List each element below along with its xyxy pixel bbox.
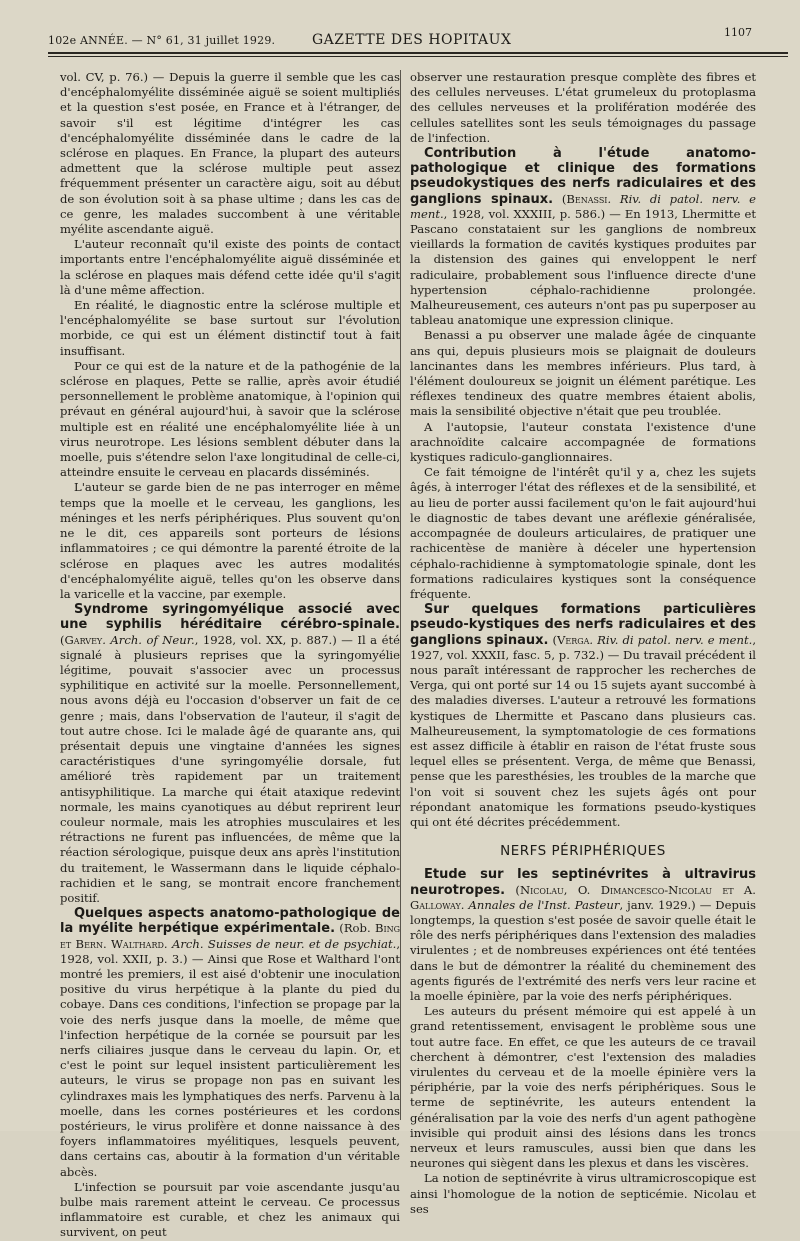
paragraph: Benassi a pu observer une malade âgée de cinquante ans qui, depuis plusieurs mois se plaignait de douleurs lancinantes dans les membres inférieurs. Plus tard, à l'élément douloureux se joignit un élément parétique. Les réflexes tendineux des quatre membres étaient abolis, mais la sensibilité objective n'était que peu troublée.	[410, 328, 756, 419]
article-pseudokystiques-verga	[410, 602, 756, 830]
article-pseudokystiques-benassi	[410, 146, 756, 328]
citation-journal: . Riv. di patol. nerv. e ment.	[410, 191, 756, 221]
citation-ref: , janv. 1929.)	[619, 897, 696, 912]
citation-ref: , 1928, vol. XX, p. 887.)	[194, 632, 337, 647]
paragraph: A l'autopsie, l'auteur constata l'existence d'une arachnoïdite calcaire accompagnée de formations kystiques radiculo-ganglionnaires.	[410, 419, 756, 465]
left-column	[60, 70, 400, 1241]
section-heading: NERFS PÉRIPHÉRIQUES	[500, 843, 666, 860]
citation-author: Benassi	[566, 191, 608, 206]
citation-author: Verga	[557, 632, 590, 647]
citation-journal: . Annales de l'Inst. Pasteur	[460, 897, 620, 912]
paragraph: Les auteurs du présent mémoire qui est appelé à un grand retentissement, envisagent le problème sous une tout autre face. En effet, ce que les auteurs de ce travail cherchent à démontrer, c'est l'extension des maladies virulentes du cerveau et de la moelle épinière vers la périphérie, par la voie des nerfs périphériques. Sous le terme de septinévrite, les auteurs entendent la généralisation par la voie des nerfs d'un agent pathogène invisible qui produit ainsi des lésions dans les troncs nerveux et leurs ramuscules, aussi bien que dans les neurones qui siègent dans les plexus et dans les viscères.	[410, 1004, 756, 1171]
article-body: — Il a été signalé à plusieurs reprises que la syringomyélie légitime, pouvait s'associer avec un processus syphilitique en activité sur la moelle. Personnellement, nous avons déjà eu l'occasion d'observer un fait de ce genre ; mais, dans l'observation de l'auteur, il s'agit de tout autre chose. Ici le malade âgé de quarante ans, qui présentait depuis une vingtaine d'années les signes caractéristiques d'une syringomyélie dorsale, fut amélioré très rapidement par un traitement antisyphilitique. La marche qui était ataxique redevint normale, les mains cyanotiques au début reprirent leur couleur normale, mais les atrophies musculaires et les rétractions ne furent pas influencées, de même que la réaction sérologique, puisque deux ans après l'institution du traitement, le Wassermann dans le liquide céphalo-rachidien et le sang, se montrait encore franchement positif.	[60, 632, 400, 905]
article-body: — Du travail précédent il nous paraît intéressant de rapprocher les recherches de Verga, qui ont porté sur 14 ou 15 sujets ayant succombé à des maladies diverses. L'auteur a retrouvé les formations kystiques de Lhermitte et Pascano dans plusieurs cas. Malheureusement, la symptomatologie de ces formations est assez difficile à établir en raison de l'état fruste sous lequel elles se présentent. Verga, de même que Benassi, pense que les paresthésies, les troubles de la marche que l'on voit si souvent chez les sujets âgés ont pour répondant anatomique les formations pseudo-kystiques qui ont été décrites précédemment.	[410, 647, 756, 829]
page-number: 1107	[724, 26, 752, 39]
paragraph: La notion de septinévrite à virus ultramicroscopique est ainsi l'homologue de la notion de septicémie. Nicolau et ses	[410, 1171, 756, 1216]
paragraph: Pour ce qui est de la nature et de la pathogénie de la sclérose en plaques, Pette se rallie, après avoir étudié personnellement le problème anatomique, à l'opinion qui prévaut en général aujourd'hui, à savoir que la sclérose multiple est en réalité une encéphalomyélite liée à un virus neurotrope. Les lésions semblent débuter dans la moelle, puis s'étendre selon l'axe longitudinal de celle-ci, atteindre ensuite le cerveau en placards disséminés.	[60, 358, 400, 480]
article-title: Quelques aspects anatomo-pathologique de la myélite herpétique expérimentale.	[60, 906, 400, 937]
citation-open: (	[548, 632, 558, 647]
citation-open: (	[60, 632, 65, 647]
article-title: Etude sur les septinévrites à ultravirus neurotropes.	[410, 867, 756, 898]
paragraph: En réalité, le diagnostic entre la sclérose multiple et l'encéphalomyélite se base surtout sur l'évolution morbide, ce qui est un élément distinctif tout à fait insuffisant.	[60, 298, 400, 358]
citation-journal: . Arch. of Neur.	[102, 632, 195, 647]
citation-journal: . Riv. di patol. nerv. e ment.	[589, 632, 753, 647]
citation-author: Nicolau, O. Dimancesco-Nicolau et A. Galloway	[410, 882, 756, 912]
citation-author: Bing et Bern. Walthard	[60, 921, 401, 951]
paragraph: vol. CV, p. 76.) — Depuis la guerre il semble que les cas d'encéphalomyélite disséminée aiguë se soient multipliés et la question s'est posée, en France et à l'étranger, de savoir s'il est légitime d'intégrer les cas d'encéphalomyélite disséminée dans le cadre de la sclérose en plaques. En France, la plupart des auteurs admettent que la sclérose multiple peut assez fréquemment présenter un caractère aigu, soit au début de son évolution soit à sa phase ultime ; dans les cas de ce genre, les malades succombent à une véritable myélite ascendante aiguë.	[60, 70, 400, 237]
citation-open: (Rob.	[335, 921, 375, 936]
citation-ref: , 1928, vol. XXII, p. 3.)	[60, 936, 400, 966]
citation-author: Garvey	[64, 632, 103, 647]
header-rule-thick	[48, 52, 788, 54]
citation-journal: . Arch. Suisses de neur. et de psychiat.	[163, 936, 397, 951]
article-body: — Depuis longtemps, la question s'est posée de savoir quelle était le rôle des nerfs périphériques dans l'extension des maladies virulentes ; et de nombreuses expériences ont été tentées dans le but de démontrer la réalité du cheminement des agents figurés de l'extrémité des nerfs vers leur racine et la moelle épinière, par la voie des nerfs périphériques.	[410, 897, 756, 1003]
article-title: Contribution à l'étude anatomo-pathologique et clinique des formations pseudokystiques des nerfs radiculaires et des ganglions spinaux.	[410, 146, 756, 207]
citation-open: (	[505, 882, 520, 897]
paragraph: L'infection se poursuit par voie ascendante jusqu'au bulbe mais rarement atteint le cerveau. Ce processus inflammatoire est curable, et chez les animaux qui survivent, on peut	[60, 1179, 400, 1240]
paragraph: observer une restauration presque complète des fibres et des cellules nerveuses. L'état grumeleux du protoplasma des cellules nerveuses et la prolifération modérée des cellules satellites sont les seuls témoignages du passage de l'infection.	[410, 70, 756, 145]
column-divider	[400, 70, 401, 1120]
article-body: — Ainsi que Rose et Walthard l'ont montré les premiers, il est aisé d'obtenir une inoculation positive du virus herpétique à la plante du pied du cobaye. Dans ces conditions, l'infection se propage par la voie des nerfs jusque dans la moelle, de même que l'infection herpétique de la cornée se poursuit par les nerfs ciliaires jusque dans le cerveau du lapin. Or, et c'est le point sur lequel insistent particulièrement les auteurs, le virus se propage non pas en suivant les cylindraxes mais les lymphatiques des nerfs. Parvenu à la moelle, dans les cornes postérieures et les cordons postérieurs, le virus prolifère et donne naissance à des foyers inflammatoires myélitiques, lesquels peuvent, dans certains cas, aboutir à la formation d'un véritable abcès.	[60, 951, 400, 1179]
article-title: Syndrome syringomyélique associé avec une syphilis héréditaire cérébro-spinale.	[60, 602, 400, 633]
article-body: — En 1913, Lhermitte et Pascano constataient sur les ganglions de nombreux vieillards la formation de cavités kystiques produites par la distension des gaines qui enveloppent le nerf radiculaire, probablement sous l'influence directe d'une hypertension céphalo-rachidienne prolongée. Malheureusement, ces auteurs n'ont pas pu superposer au tableau anatomique une expression clinique.	[410, 206, 756, 328]
article-syringomyelie	[60, 602, 400, 906]
paragraph: Ce fait témoigne de l'intérêt qu'il y a, chez les sujets âgés, à interroger l'état des réflexes et de la sensibilité, et au lieu de porter aussi facilement qu'on le fait aujourd'hui le diagnostic de tabes devant une aréflexie généralisée, accompagnée de douleurs articulaires, de pratiquer une rachicentèse de manière à déceler une hypertension céphalo-rachidienne à symptomatologie spinale, dont les formations radiculaires kystiques sont la conséquence fréquente.	[410, 465, 756, 601]
article-title: Sur quelques formations particulières pseudo-kystiques des nerfs radiculaires et des ganglions spinaux.	[410, 602, 756, 648]
citation-ref: , 1927, vol. XXXII, fasc. 5, p. 732.)	[410, 632, 756, 662]
journal-title: GAZETTE DES HOPITAUX	[312, 32, 512, 48]
citation-ref: , 1928, vol. XXXIII, p. 586.)	[443, 206, 606, 221]
header-rule-thin	[48, 56, 788, 57]
article-septinevrites	[410, 867, 756, 1004]
article-myelite-herpetique	[60, 906, 400, 1180]
page-header	[48, 26, 760, 50]
citation-open: (	[553, 191, 567, 206]
issue-info: 102e ANNÉE. — N° 61, 31 juillet 1929.	[48, 34, 276, 47]
paragraph: L'auteur reconnaît qu'il existe des points de contact importants entre l'encéphalomyélite aiguë disséminée et la sclérose en plaques mais défend cette idée qu'il s'agit là d'une même affection.	[60, 237, 400, 297]
right-column	[410, 70, 756, 1217]
paragraph: L'auteur se garde bien de ne pas interroger en même temps que la moelle et le cerveau, les ganglions, les méninges et les nerfs périphériques. Plus souvent qu'on ne le dit, ces appareils sont porteurs de lésions inflammatoires ; ce qui démontre la parenté étroite de la sclérose en plaques avec les autres modalités d'encéphalomyélite aiguë, telles qu'on les observe dans la varicelle et la vaccine, par exemple.	[60, 480, 400, 601]
